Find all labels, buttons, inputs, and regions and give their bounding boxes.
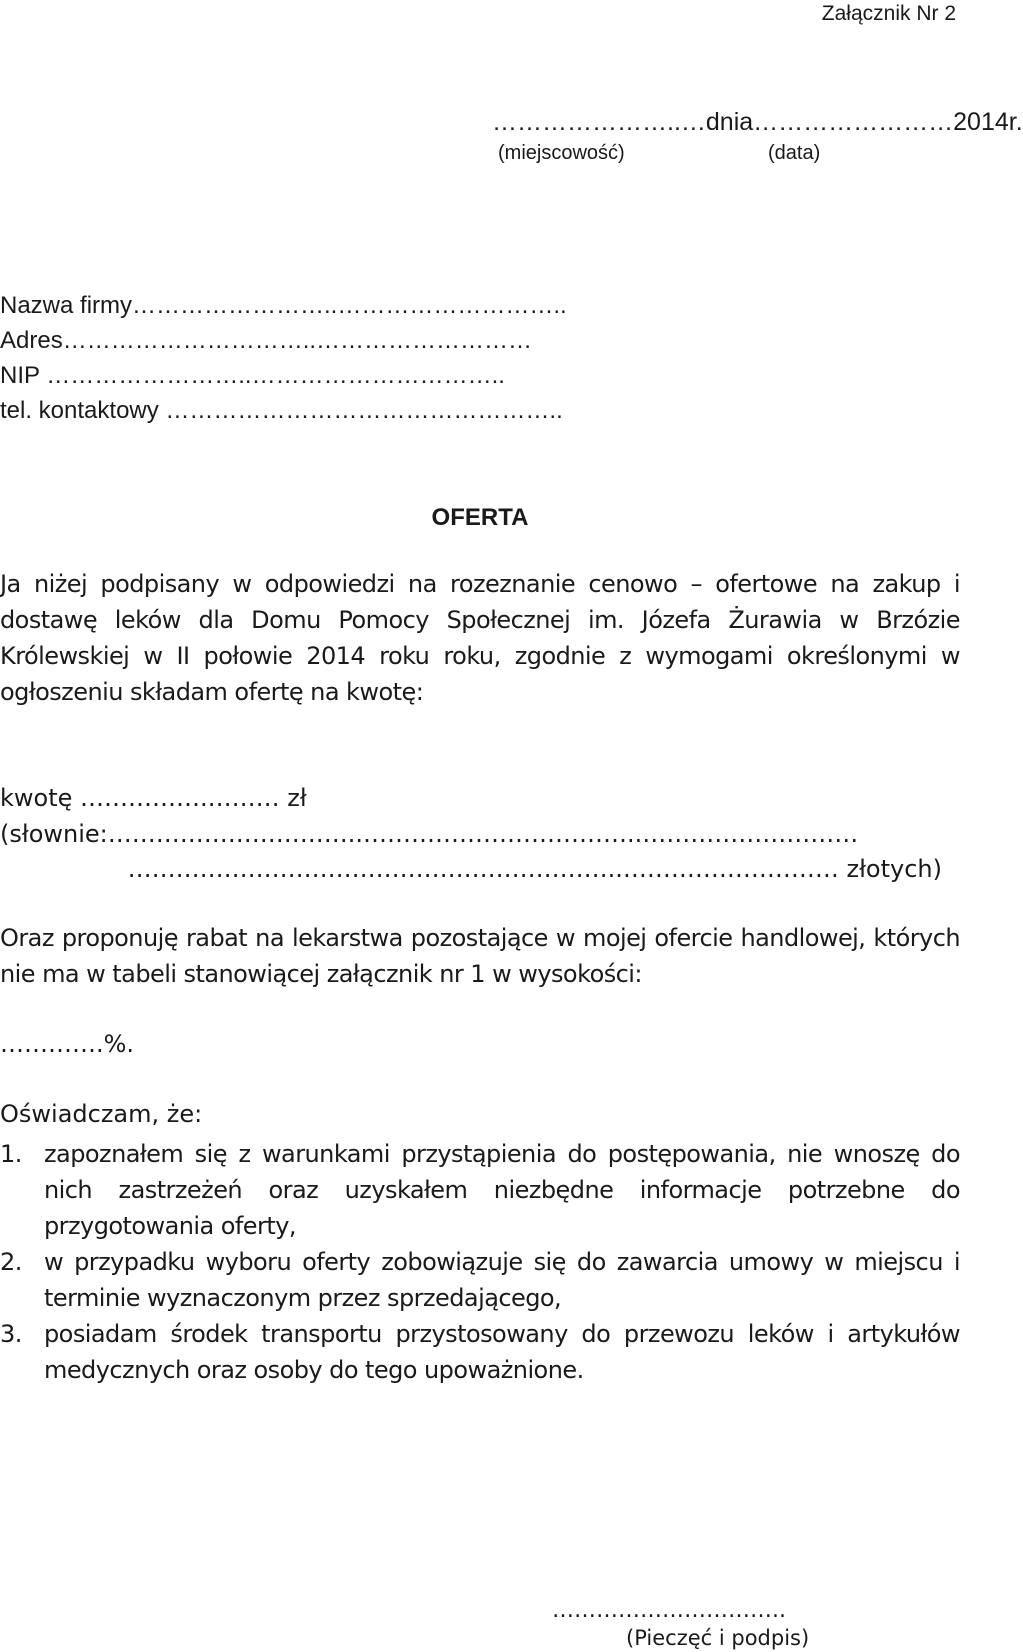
- declaration-item: [0, 1136, 960, 1244]
- annex-label: Załącznik Nr 2: [821, 2, 956, 25]
- declaration-item: [0, 1244, 960, 1316]
- declaration-text: w przypadku wyboru oferty zobowiązuje się do zawarcia umowy w miejscu i terminie wyznaczonym przez sprzedającego,: [44, 1248, 960, 1312]
- company-address-line: Adres…………………………..………………………: [0, 327, 533, 354]
- amount-line: kwotę …………….……… zł: [0, 784, 307, 812]
- declaration-number: 1.: [0, 1140, 22, 1168]
- company-nip-line: NIP ……………………..…………………………..: [0, 362, 505, 389]
- company-phone-line: tel. kontaktowy …………………………………………..: [0, 397, 563, 424]
- company-name-line: Nazwa firmy……………………..………………………..: [0, 292, 567, 319]
- place-date-line: …………………..…dnia……………………2014r.: [492, 108, 1023, 136]
- intro-paragraph: Ja niżej podpisany w odpowiedzi na rozeznanie cenowo – ofertowe na zakup i dostawę leków dla Domu Pomocy Społecznej im. Józefa Żurawia w Brzózie Królewskiej w II połowie 2014 roku roku, zgodnie z wymogami określonymi w ogłoszeniu składam ofertę na kwotę:: [0, 570, 960, 706]
- declaration-number: 3.: [0, 1320, 22, 1348]
- document-title: OFERTA: [431, 504, 529, 531]
- declaration-list: [0, 1136, 960, 1388]
- declaration-number: 2.: [0, 1248, 22, 1276]
- declaration-item: [0, 1316, 960, 1388]
- declaration-heading: Oświadczam, że:: [0, 1100, 203, 1128]
- date-label: (data): [768, 142, 821, 164]
- amount-words-end-line: ……………………………………………………..……………………… złotych): [127, 855, 942, 883]
- declaration-text: zapoznałem się z warunkami przystąpienia do postępowania, nie wnoszę do nich zastrzeżeń oraz uzyskałem niezbędne informacje potrzebne do przygotowania oferty,: [44, 1140, 960, 1240]
- signature-line: …………………………..: [552, 1598, 786, 1623]
- discount-paragraph: Oraz proponuję rabat na lekarstwa pozostające w mojej ofercie handlowej, których nie ma w tabeli stanowiącej załącznik nr 1 w wysokości:: [0, 924, 960, 988]
- declaration-text: posiadam środek transportu przystosowany do przewozu leków i artykułów medycznych oraz osoby do tego upoważnione.: [44, 1320, 960, 1384]
- signature-label: (Pieczęć i podpis): [626, 1626, 810, 1650]
- discount-percent-line: ………….%.: [0, 1030, 135, 1058]
- amount-words-line: (słownie:…………………………..……………………………..………………………: [0, 820, 859, 848]
- place-label: (miejscowość): [498, 142, 625, 164]
